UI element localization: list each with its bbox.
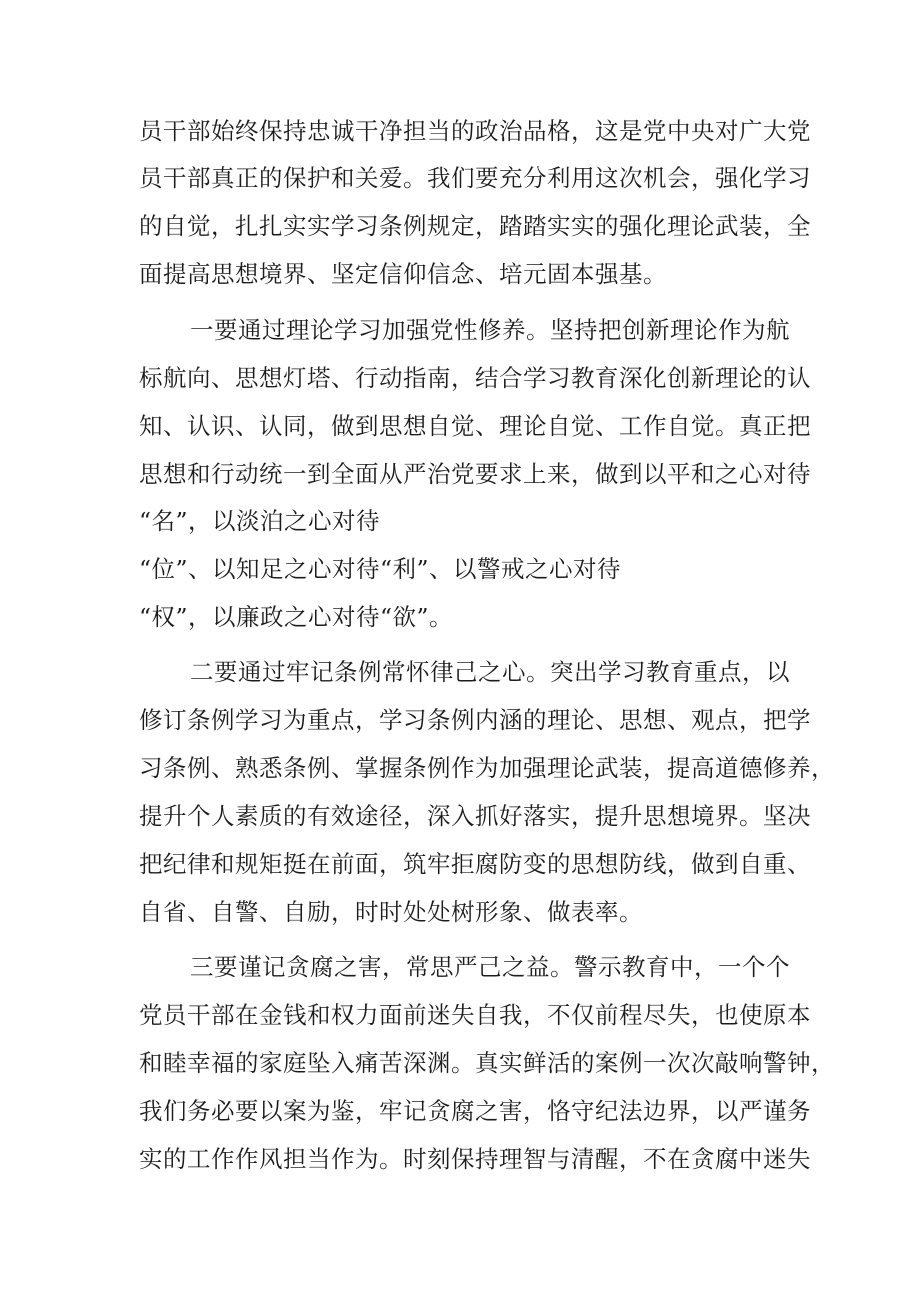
text-line: 把纪律和规矩挺在前面，筑牢拒腐防变的思想防线，做到自重、 xyxy=(139,850,811,878)
paragraph-first-line: 一要通过理论学习加强党性修养。坚持把创新理论作为航 xyxy=(190,316,790,344)
text-line: 标航向、思想灯塔、行动指南，结合学习教育深化创新理论的认 xyxy=(139,364,811,392)
paragraph-first-line: 三要谨记贪腐之害，常思严己之益。警示教育中，一个个 xyxy=(190,953,790,981)
text-line: 知、认识、认同，做到思想自觉、理论自觉、工作自觉。真正把 xyxy=(139,412,811,440)
text-line: 修订条例学习为重点，学习条例内涵的理论、思想、观点，把学 xyxy=(139,706,811,734)
paragraph-first-line: 二要通过牢记条例常怀律己之心。突出学习教育重点，以 xyxy=(190,658,790,686)
text-line: 和睦幸福的家庭坠入痛苦深渊。真实鲜活的案例一次次敲响警钟， xyxy=(139,1049,835,1077)
text-line: “名”，以淡泊之心对待 xyxy=(139,507,381,535)
text-line: 自省、自警、自励，时时处处树形象、做表率。 xyxy=(139,898,643,926)
text-line: 面提高思想境界、坚定信仰信念、培元固本强基。 xyxy=(139,260,667,288)
text-line: 习条例、熟悉条例、掌握条例作为加强理论武装，提高道德修养， xyxy=(139,754,835,782)
text-line: 实的工作作风担当作为。时刻保持理智与清醒，不在贪腐中迷失 xyxy=(139,1145,811,1173)
text-line: 我们务必要以案为鉴，牢记贪腐之害，恪守纪法边界，以严谨务 xyxy=(139,1097,811,1125)
text-line: 思想和行动统一到全面从严治党要求上来，做到以平和之心对待 xyxy=(139,460,811,488)
text-line: 员干部始终保持忠诚干净担当的政治品格，这是党中央对广大党 xyxy=(139,117,811,145)
text-line: 党员干部在金钱和权力面前迷失自我，不仅前程尽失，也使原本 xyxy=(139,1001,811,1029)
text-line: “位”、以知足之心对待“利”、以警戒之心对待 xyxy=(139,555,622,583)
text-line: 提升个人素质的有效途径，深入抓好落实，提升思想境界。坚决 xyxy=(139,802,811,830)
text-line: “权”，以廉政之心对待“欲”。 xyxy=(139,603,454,631)
text-line: 员干部真正的保护和关爱。我们要充分利用这次机会，强化学习 xyxy=(139,164,811,192)
text-line: 的自觉，扎扎实实学习条例规定，踏踏实实的强化理论武装，全 xyxy=(139,212,811,240)
